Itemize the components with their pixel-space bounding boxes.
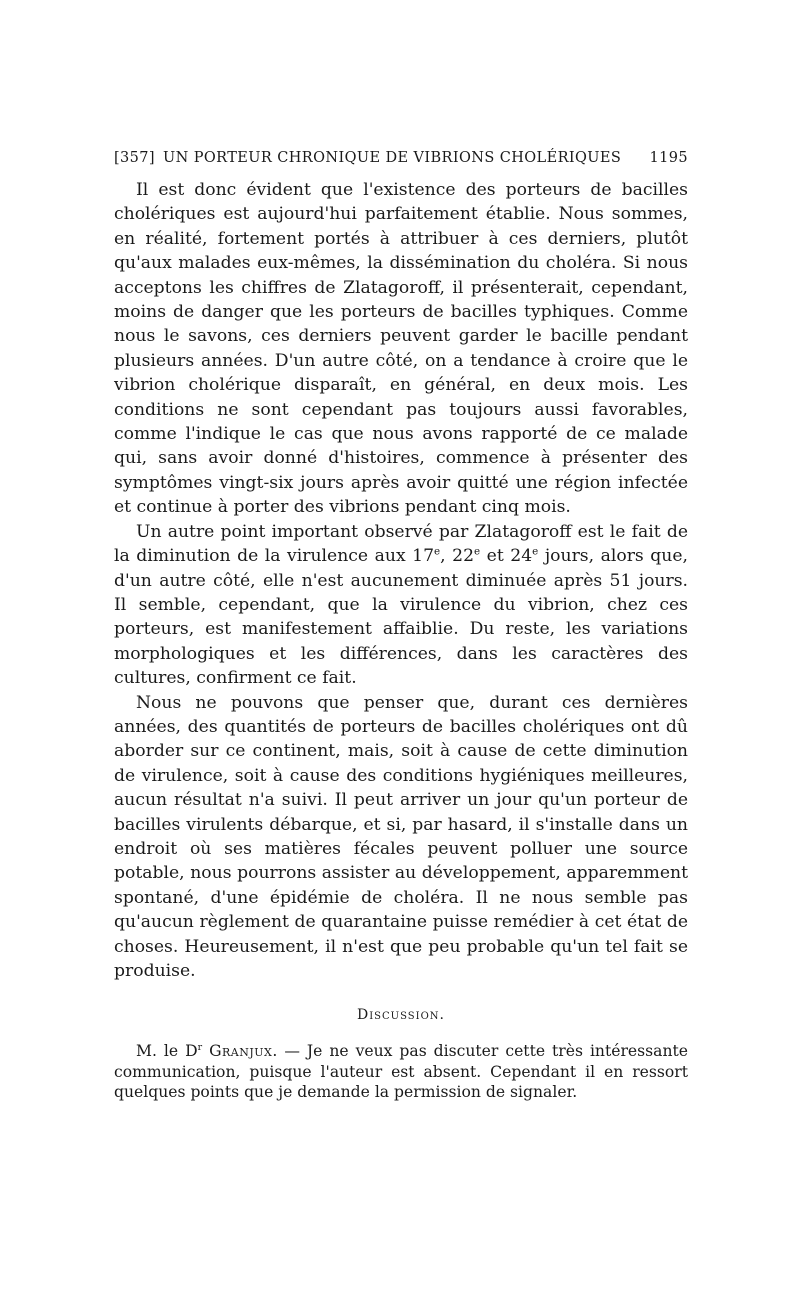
paragraph-2-part2: , 22 [440,546,475,567]
paragraph-2-part1: Un autre point important observé par Zlatagoroff est le fait de la diminution de la virulence aux 17 [114,521,688,567]
article-body [114,178,688,983]
speaker-prefix: M. le D [136,1042,198,1061]
paragraph-2-part4: jours, alors que, d'un autre côté, elle n'est aucunement diminuée après 51 jours. Il semble, cependant, que la virulence du vibrion, chez ces porteurs, est manifestement affaiblie. Du reste, les variations morphologiques et les différences, dans les caractères des cultures, confirment ce fait. [114,546,688,689]
discussion-section [114,1041,688,1103]
ordinal-suffix: e [532,545,539,558]
discussion-paragraph [114,1041,688,1103]
paragraph-2 [114,520,688,691]
ordinal-suffix: e [474,545,481,558]
speaker-title-suffix: r [197,1042,203,1054]
discussion-text: . — Je ne veux pas discuter cette très intéressante communication, puisque l'auteur est absent. Cependant il en ressort quelques points que je demande la permission de signaler. [114,1042,688,1102]
paragraph-1: Il est donc évident que l'existence des porteurs de bacilles cholériques est aujourd'hui parfaitement établie. Nous sommes, en réalité, fortement portés à attribuer à ces derniers, plutôt qu'aux malades eux-mêmes, la dissémination du choléra. Si nous acceptons les chiffres de Zlatagoroff, il présenterait, cependant, moins de danger que les porteurs de bacilles typhiques. Comme nous le savons, ces derniers peuvent garder le bacille pendant plusieurs années. D'un autre côté, on a tendance à croire que le vibrion cholérique disparaît, en général, en deux mois. Les conditions ne sont cependant pas toujours aussi favorables, comme l'indique le cas que nous avons rapporté de ce malade qui, sans avoir donné d'histoires, commence à présenter des symptômes vingt-six jours après avoir quitté une région infectée et continue à porter des vibrions pendant cinq mois. [114,180,688,518]
speaker-name: Granjux [209,1042,273,1061]
header-title: UN PORTEUR CHRONIQUE DE VIBRIONS CHOLÉRIQUES [163,150,622,166]
page [114,150,688,1103]
ordinal-suffix: e [434,545,441,558]
paragraph-2-part3: et 24 [480,546,533,567]
running-header [114,150,688,166]
header-reference: [357] [114,150,155,166]
page-number: 1195 [649,150,688,166]
discussion-heading: Discussion. [357,1007,445,1024]
paragraph-3: Nous ne pouvons que penser que, durant ces dernières années, des quantités de porteurs de bacilles cholériques ont dû aborder sur ce continent, mais, soit à cause de cette diminution de virulence, soit à cause des conditions hygiéniques meilleures, aucun résultat n'a suivi. Il peut arriver un jour qu'un porteur de bacilles virulents débarque, et si, par hasard, il s'installe dans un endroit où ses matières fécales peuvent polluer une source potable, nous pourrons assister au développement, apparemment spontané, d'une épidémie de choléra. Il ne nous semble pas qu'aucun règlement de quarantaine puisse remédier à cet état de choses. Heureusement, il n'est que peu probable qu'un tel fait se produise. [114,692,688,981]
